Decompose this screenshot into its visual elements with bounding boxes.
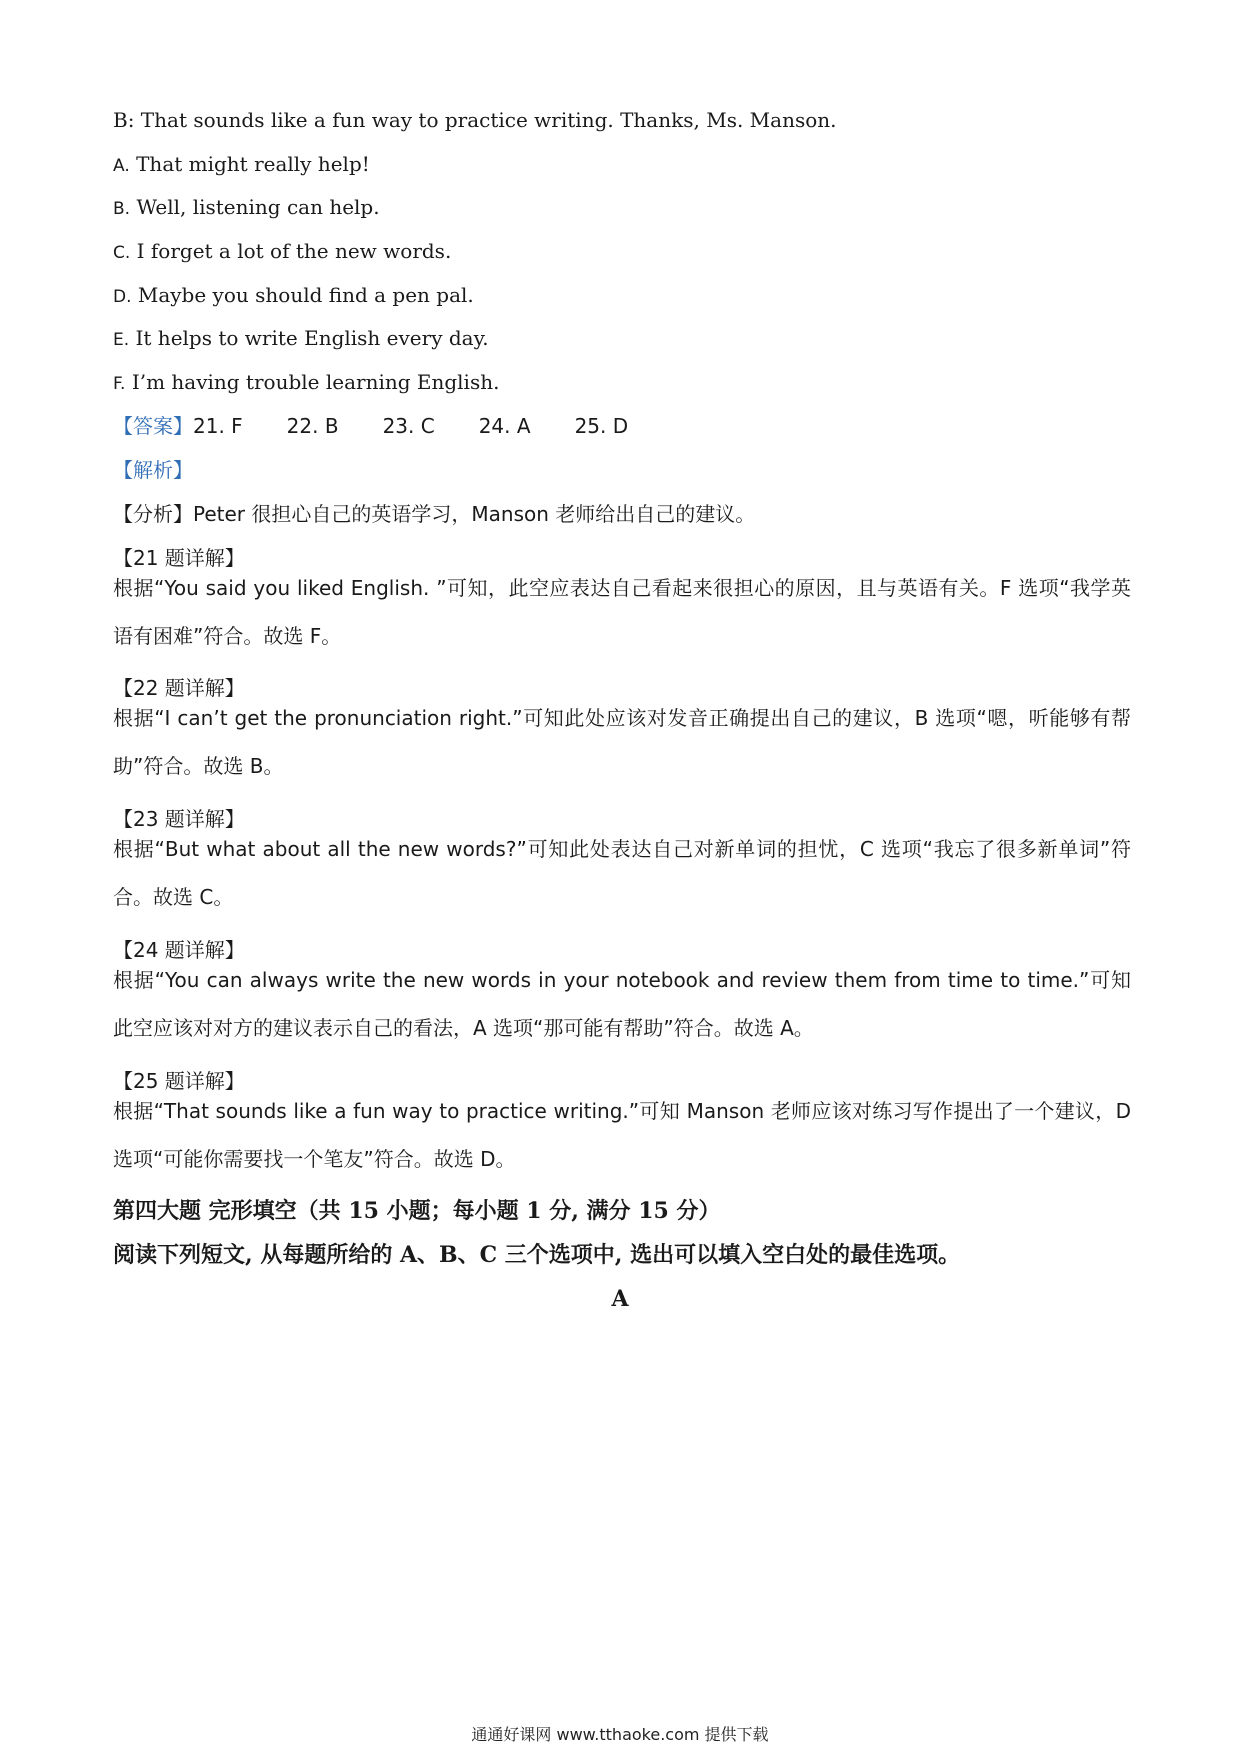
answer-item: 23. C [382,414,435,438]
section-instruction: 阅读下列短文, 从每题所给的 A、B、C 三个选项中, 选出可以填入空白处的最佳选项。 [113,1242,961,1268]
detail-text-22: 根据“I can’t get the pronunciation right.”可知此处应该对发音正确提出自己的建议，B 选项“嗯，听能够有帮助”符合。故选 B。 [113,706,1131,778]
option-letter: F. [113,374,126,394]
section-heading: 第四大题 完形填空（共 15 小题；每小题 1 分, 满分 15 分） [113,1198,721,1224]
answer-item: 22. B [286,414,339,438]
answer-item: 21. F [193,414,243,438]
option-letter: A. [113,156,130,176]
page-footer: 通通好课网 www.tthaoke.com 提供下载 [471,1725,769,1744]
option-c [113,237,451,267]
answer-label: 【答案】 [113,414,193,438]
detail-text-25: 根据“That sounds like a fun way to practice writing.”可知 Manson 老师应该对练习写作提出了一个建议，D 选项“可能你需要找一个笔友”符合。故选 D。 [113,1099,1131,1171]
option-letter: C. [113,243,131,263]
option-d [113,281,474,311]
detail-heading-24: 【24 题详解】 [113,938,245,962]
dialogue-line: B: That sounds like a fun way to practice writing. Thanks, Ms. Manson. [113,108,837,132]
option-b [113,193,380,223]
option-e [113,324,489,354]
detail-heading-25: 【25 题详解】 [113,1069,245,1093]
option-text: That might really help! [136,152,370,176]
option-letter: B. [113,199,131,219]
passage-label: A [611,1286,629,1312]
detail-heading-23: 【23 题详解】 [113,807,245,831]
option-a [113,150,370,180]
option-f [113,368,499,398]
analysis-label: 【解析】 [113,458,193,482]
option-letter: E. [113,330,130,350]
analysis-summary: 【分析】Peter 很担心自己的英语学习，Manson 老师给出自己的建议。 [113,502,756,526]
option-text: I’m having trouble learning English. [131,370,500,394]
detail-heading-22: 【22 题详解】 [113,676,245,700]
detail-text-23: 根据“But what about all the new words?”可知此处表达自己对新单词的担忧，C 选项“我忘了很多新单词”符合。故选 C。 [113,837,1131,909]
detail-heading-21: 【21 题详解】 [113,546,245,570]
option-text: Maybe you should find a pen pal. [137,283,474,307]
option-letter: D. [113,287,132,307]
answer-item: 24. A [478,414,531,438]
answer-item: 25. D [574,414,629,438]
option-text: I forget a lot of the new words. [136,239,452,263]
detail-text-24: 根据“You can always write the new words in your notebook and review them from time to time.”可知此空应该对对方的建议表示自己的看法，A 选项“那可能有帮助”符合。故选 A。 [113,968,1131,1040]
detail-text-21: 根据“You said you liked English. ”可知，此空应表达自己看起来很担心的原因，且与英语有关。F 选项“我学英语有困难”符合。故选 F。 [113,576,1131,648]
answer-line [113,412,628,440]
option-text: It helps to write English every day. [135,326,489,350]
option-text: Well, listening can help. [136,195,380,219]
